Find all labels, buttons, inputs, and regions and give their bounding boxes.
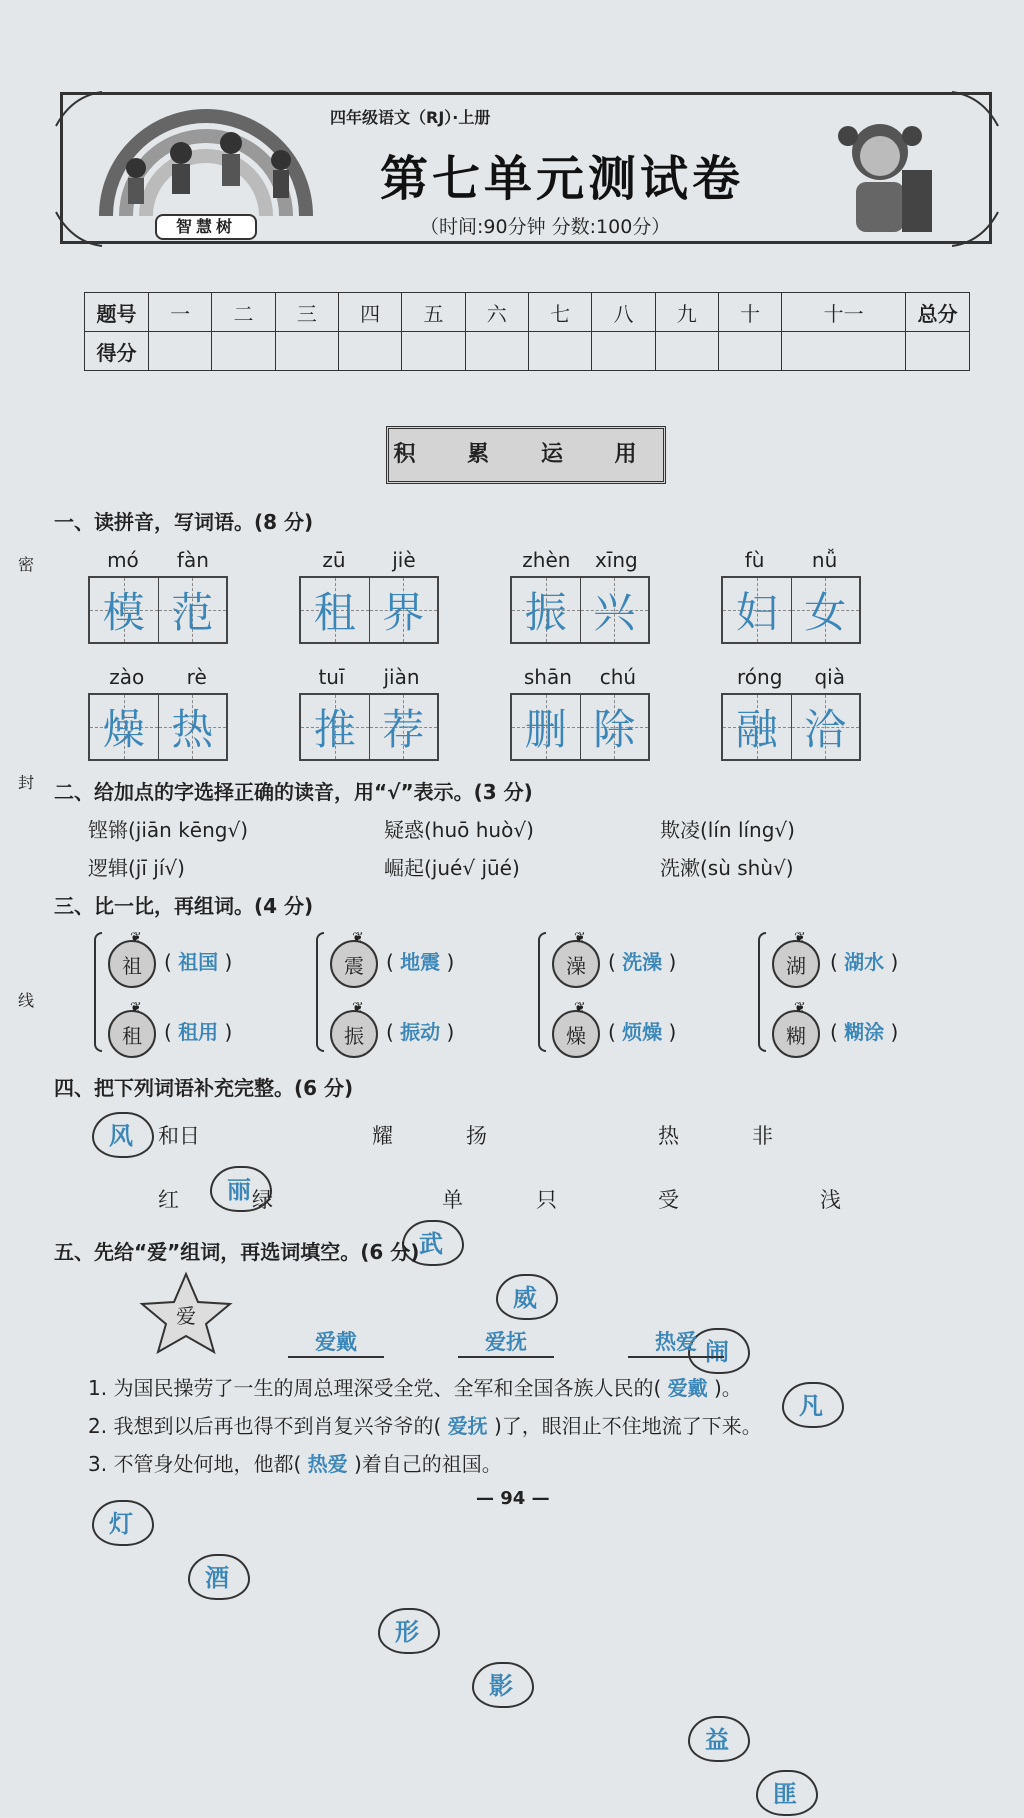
answer-char: 丽 xyxy=(227,1175,251,1204)
answer-char: 洽 xyxy=(804,705,847,754)
brace xyxy=(94,932,102,1052)
char-cell[interactable] xyxy=(370,695,438,759)
answer-char: 妇 xyxy=(735,588,778,637)
answer-word: 地震 xyxy=(400,950,441,974)
score-cell[interactable] xyxy=(402,332,465,371)
answer-char: 模 xyxy=(102,588,145,637)
answer-char: 燥 xyxy=(102,705,145,754)
sentence-text: )。 xyxy=(713,1376,742,1400)
word-answer[interactable]: ( 湖水 ) xyxy=(830,950,899,974)
answer-char: 灯 xyxy=(109,1509,133,1538)
apple-char-text: 湖 xyxy=(786,953,806,978)
brace xyxy=(538,932,546,1052)
char-cell[interactable] xyxy=(581,578,649,642)
apple-char xyxy=(552,930,600,988)
table-cell: 得分 xyxy=(85,332,149,371)
answer-char: 兴 xyxy=(593,588,636,637)
char-box xyxy=(88,693,228,761)
q1-title: 一、读拼音，写词语。(8 分) xyxy=(54,510,314,534)
score-cell[interactable] xyxy=(782,332,906,371)
char-cell[interactable] xyxy=(792,578,860,642)
pinyin-label xyxy=(510,548,650,572)
pinyin-syllable: zū xyxy=(322,548,346,572)
sentence-text: 3. 不管身处何地，他都( xyxy=(88,1452,302,1476)
sentence-text: )着自己的祖国。 xyxy=(353,1452,502,1476)
apple-char xyxy=(330,1000,378,1058)
apple-stem-icon: ❦ xyxy=(794,930,806,946)
word-answer[interactable]: ( 租用 ) xyxy=(164,1020,233,1044)
pinyin-label xyxy=(299,548,439,572)
char-box xyxy=(299,576,439,644)
char-cell[interactable] xyxy=(159,695,227,759)
logo-badge: 智慧树 xyxy=(155,214,257,240)
page-title: 第七单元测试卷 xyxy=(380,151,745,207)
score-cell[interactable] xyxy=(275,332,338,371)
answer-char: 形 xyxy=(395,1617,419,1646)
pinyin-syllable: mó xyxy=(107,548,139,572)
score-cell[interactable] xyxy=(528,332,591,371)
score-cell[interactable] xyxy=(338,332,401,371)
table-cell: 总分 xyxy=(906,293,970,332)
star-char: 爱 xyxy=(176,1304,196,1328)
reading-item[interactable]: 洗漱(sù shù√) xyxy=(660,856,794,880)
side-mark-feng: 封 xyxy=(18,773,35,792)
answer-char: 凡 xyxy=(799,1391,823,1420)
apple-char-text: 燥 xyxy=(566,1023,586,1048)
char-box xyxy=(510,576,650,644)
q5-title: 五、先给“爱”组词，再选词填空。(6 分) xyxy=(54,1240,420,1264)
apple-char xyxy=(772,930,820,988)
answer-char: 酒 xyxy=(205,1563,229,1592)
reading-item[interactable]: 欺凌(lín líng√) xyxy=(660,818,795,842)
apple-char xyxy=(552,1000,600,1058)
answer-char: 界 xyxy=(382,588,425,637)
answer-char: 荐 xyxy=(382,705,425,754)
char-cell[interactable] xyxy=(370,578,438,642)
apple-stem-icon: ❦ xyxy=(352,1000,364,1016)
answer-char: 热 xyxy=(171,705,214,754)
char-cell[interactable] xyxy=(90,578,159,642)
idiom-text: 受 xyxy=(658,1188,679,1212)
apple-char-text: 租 xyxy=(122,1023,142,1048)
apple-char-text: 震 xyxy=(344,953,364,978)
apple-char xyxy=(772,1000,820,1058)
pinyin-syllable: xīng xyxy=(594,548,638,572)
answer-char: 匪 xyxy=(773,1779,797,1808)
apple-char xyxy=(108,1000,156,1058)
answer-char: 威 xyxy=(513,1283,537,1312)
butterfly-blank[interactable] xyxy=(374,1602,440,1656)
table-cell: 一 xyxy=(149,293,212,332)
apple-char-text: 糊 xyxy=(786,1023,806,1048)
page-number: — 94 — xyxy=(476,1488,550,1509)
apple-char xyxy=(330,930,378,988)
answer-char: 益 xyxy=(705,1725,729,1754)
score-cell[interactable] xyxy=(655,332,718,371)
side-mark-xian: 线 xyxy=(18,991,35,1010)
q4-title: 四、把下列词语补充完整。(6 分) xyxy=(54,1076,354,1100)
pinyin-syllable: zhèn xyxy=(522,548,571,572)
pinyin-label xyxy=(88,665,228,689)
table-cell: 十一 xyxy=(782,293,906,332)
word-answer[interactable]: ( 糊涂 ) xyxy=(830,1020,899,1044)
answer-char: 租 xyxy=(313,588,356,637)
q3-title: 三、比一比，再组词。(4 分) xyxy=(54,894,314,918)
word-answer[interactable]: ( 地震 ) xyxy=(386,950,455,974)
answer-char: 推 xyxy=(313,705,356,754)
char-cell[interactable] xyxy=(90,695,159,759)
answer-char: 武 xyxy=(419,1229,443,1258)
q2-title: 二、给加点的字选择正确的读音，用“√”表示。(3 分) xyxy=(54,780,533,804)
word-blank[interactable]: 热爱 xyxy=(628,1326,724,1358)
idiom-text: 耀 xyxy=(372,1124,393,1148)
butterfly-blank[interactable] xyxy=(684,1710,750,1764)
apple-stem-icon: ❦ xyxy=(574,930,586,946)
answer-char: 风 xyxy=(109,1121,133,1150)
char-box xyxy=(721,693,861,761)
idiom-text: 红 xyxy=(158,1188,179,1212)
sentence-text: 2. 我想到以后再也得不到肖复兴爷爷的( xyxy=(88,1414,442,1438)
score-table-row-score xyxy=(85,332,970,371)
answer-char: 女 xyxy=(804,588,847,637)
answer-char: 除 xyxy=(593,705,636,754)
table-cell: 四 xyxy=(338,293,401,332)
char-cell[interactable] xyxy=(301,695,370,759)
score-table xyxy=(84,292,970,371)
butterfly-blank[interactable] xyxy=(752,1764,818,1818)
pinyin-syllable: fàn xyxy=(176,548,209,572)
idiom-text: 扬 xyxy=(466,1124,487,1148)
score-cell[interactable] xyxy=(149,332,212,371)
butterfly-blank[interactable] xyxy=(468,1656,534,1710)
char-cell[interactable] xyxy=(159,578,227,642)
sentence-text: 1. 为国民操劳了一生的周总理深受全党、全军和全国各族人民的( xyxy=(88,1376,662,1400)
word-answer[interactable]: ( 洗澡 ) xyxy=(608,950,677,974)
answer-char: 振 xyxy=(524,588,567,637)
word-answer[interactable]: ( 烦燥 ) xyxy=(608,1020,677,1044)
char-box xyxy=(510,693,650,761)
butterfly-blank[interactable] xyxy=(778,1376,844,1430)
table-cell: 七 xyxy=(528,293,591,332)
char-box xyxy=(721,576,861,644)
idiom-text: 单 xyxy=(442,1188,463,1212)
idiom-text: 绿 xyxy=(252,1188,273,1212)
sentence-answer[interactable]: 爱抚 xyxy=(447,1414,488,1438)
pinyin-label xyxy=(299,665,439,689)
answer-char: 闹 xyxy=(705,1337,729,1366)
butterfly-blank[interactable] xyxy=(492,1268,558,1322)
word-blank[interactable]: 爱戴 xyxy=(288,1326,384,1358)
brace xyxy=(316,932,324,1052)
score-cell[interactable] xyxy=(465,332,528,371)
reading-item[interactable]: 铿锵(jiān kēng√) xyxy=(88,818,249,842)
answer-word: 烦燥 xyxy=(622,1020,663,1044)
char-cell[interactable] xyxy=(792,695,860,759)
pinyin-label xyxy=(721,665,861,689)
apple-char xyxy=(108,930,156,988)
answer-word: 糊涂 xyxy=(844,1020,885,1044)
pinyin-syllable: nǚ xyxy=(811,548,838,572)
char-cell[interactable] xyxy=(512,578,581,642)
sentence xyxy=(88,1448,502,1477)
table-cell: 二 xyxy=(212,293,275,332)
pinyin-syllable: chú xyxy=(599,665,637,689)
pinyin-syllable: qià xyxy=(814,665,845,689)
sentence xyxy=(88,1410,762,1439)
section-banner: 积 累 运 用 xyxy=(386,426,666,484)
reading-item[interactable]: 疑惑(huō huò√) xyxy=(384,818,534,842)
answer-word: 振动 xyxy=(400,1020,441,1044)
answer-char: 影 xyxy=(489,1671,513,1700)
apple-char-text: 澡 xyxy=(566,953,586,978)
char-cell[interactable] xyxy=(512,695,581,759)
answer-char: 范 xyxy=(171,588,214,637)
butterfly-blank[interactable] xyxy=(88,1106,154,1160)
sentence-answer[interactable]: 爱戴 xyxy=(667,1376,708,1400)
table-cell: 十 xyxy=(718,293,781,332)
sentence xyxy=(88,1372,742,1401)
char-box xyxy=(88,576,228,644)
pinyin-label xyxy=(88,548,228,572)
reading-item[interactable]: 崛起(jué√ jūé) xyxy=(384,856,520,880)
answer-char: 融 xyxy=(735,705,778,754)
pinyin-label xyxy=(721,548,861,572)
table-cell: 八 xyxy=(592,293,655,332)
apple-stem-icon: ❦ xyxy=(574,1000,586,1016)
answer-char: 删 xyxy=(524,705,567,754)
time-score-info: （时间:90分钟 分数:100分） xyxy=(420,216,671,238)
brace xyxy=(758,932,766,1052)
vine-ornaments xyxy=(52,86,1002,252)
word-blank[interactable]: 爱抚 xyxy=(458,1326,554,1358)
apple-stem-icon: ❦ xyxy=(130,930,142,946)
apple-stem-icon: ❦ xyxy=(352,930,364,946)
idiom-text: 和日 xyxy=(158,1124,200,1148)
answer-word: 湖水 xyxy=(844,950,885,974)
answer-word: 租用 xyxy=(178,1020,219,1044)
score-cell[interactable] xyxy=(718,332,781,371)
answer-word: 洗澡 xyxy=(622,950,663,974)
score-cell[interactable] xyxy=(592,332,655,371)
char-cell[interactable] xyxy=(723,578,792,642)
pinyin-syllable: róng xyxy=(737,665,783,689)
idiom-text: 只 xyxy=(536,1188,557,1212)
char-cell[interactable] xyxy=(723,695,792,759)
char-cell[interactable] xyxy=(301,578,370,642)
pinyin-syllable: jiè xyxy=(392,548,416,572)
word-answer[interactable]: ( 祖国 ) xyxy=(164,950,233,974)
score-cell[interactable] xyxy=(212,332,275,371)
side-mark-mi: 密 xyxy=(18,555,35,574)
answer-word: 祖国 xyxy=(178,950,219,974)
grade-title: 四年级语文（RJ）·上册 xyxy=(330,108,491,127)
score-table-row-header xyxy=(85,293,970,332)
idiom-text: 浅 xyxy=(820,1188,841,1212)
table-cell: 九 xyxy=(655,293,718,332)
pinyin-syllable: rè xyxy=(186,665,207,689)
butterfly-blank[interactable] xyxy=(184,1548,250,1602)
pinyin-syllable: shān xyxy=(523,665,572,689)
pinyin-syllable: tuī xyxy=(318,665,345,689)
pinyin-label xyxy=(510,665,650,689)
table-cell: 三 xyxy=(275,293,338,332)
pinyin-syllable: fù xyxy=(744,548,765,572)
apple-char-text: 祖 xyxy=(122,953,142,978)
idiom-text: 非 xyxy=(752,1124,773,1148)
sentence-text: )了，眼泪止不住地流了下来。 xyxy=(493,1414,762,1438)
char-cell[interactable] xyxy=(581,695,649,759)
char-box xyxy=(299,693,439,761)
idiom-text: 热 xyxy=(658,1124,679,1148)
pinyin-syllable: zào xyxy=(109,665,145,689)
reading-item[interactable]: 逻辑(jī jí√) xyxy=(88,856,185,880)
pinyin-syllable: jiàn xyxy=(383,665,420,689)
sentence-answer[interactable]: 热爱 xyxy=(307,1452,348,1476)
table-cell: 五 xyxy=(402,293,465,332)
apple-stem-icon: ❦ xyxy=(794,1000,806,1016)
word-answer[interactable]: ( 振动 ) xyxy=(386,1020,455,1044)
apple-char-text: 振 xyxy=(344,1023,364,1048)
table-cell: 题号 xyxy=(85,293,149,332)
apple-stem-icon: ❦ xyxy=(130,1000,142,1016)
score-cell[interactable] xyxy=(906,332,970,371)
table-cell: 六 xyxy=(465,293,528,332)
butterfly-blank[interactable] xyxy=(88,1494,154,1548)
